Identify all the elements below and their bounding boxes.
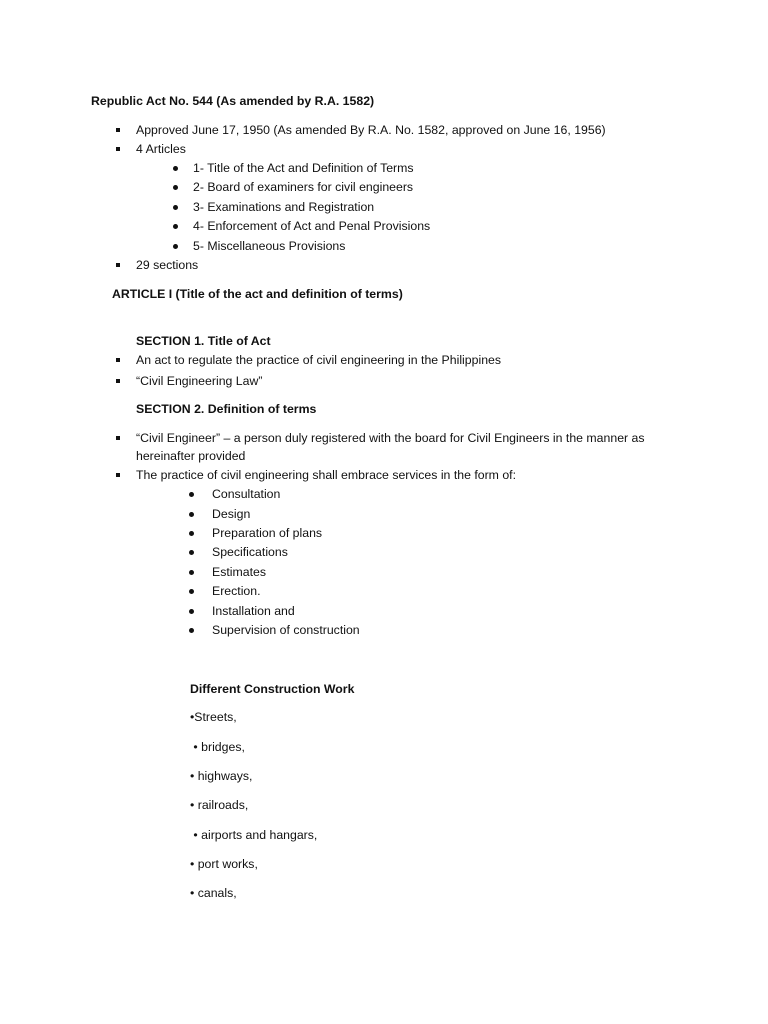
service-item: Consultation [212,487,281,501]
square-bullet-icon [116,379,120,383]
construction-item: • port works, [190,857,258,871]
civil-engineer-definition-continued: hereinafter provided [136,449,246,463]
article-heading: ARTICLE I (Title of the act and definition of terms) [112,287,403,301]
document-title: Republic Act No. 544 (As amended by R.A. 1582) [91,94,375,108]
service-item: Erection. [212,584,261,598]
round-bullet-icon [173,244,178,249]
practice-text: The practice of civil engineering shall embrace services in the form of: [136,468,517,482]
approved-text: Approved June 17, 1950 (As amended By R.A. No. 1582, approved on June 16, 1956) [136,123,606,137]
round-bullet-icon [189,628,194,633]
section-2-heading: SECTION 2. Definition of terms [136,402,317,416]
service-item: Estimates [212,565,266,579]
round-bullet-icon [173,185,178,190]
articles-label: 4 Articles [136,142,186,156]
sections-count: 29 sections [136,258,199,272]
round-bullet-icon [189,512,194,517]
round-bullet-icon [189,492,194,497]
square-bullet-icon [116,358,120,362]
service-item: Installation and [212,604,295,618]
square-bullet-icon [116,436,120,440]
round-bullet-icon [189,550,194,555]
construction-item: • highways, [190,769,253,783]
article-list-item: 4- Enforcement of Act and Penal Provisions [193,219,431,233]
round-bullet-icon [189,589,194,594]
service-item: Preparation of plans [212,526,323,540]
article-list-item: 1- Title of the Act and Definition of Terms [193,161,414,175]
article-list-item: 2- Board of examiners for civil engineers [193,180,414,194]
service-item: Supervision of construction [212,623,360,637]
construction-item: • railroads, [190,798,249,812]
square-bullet-icon [116,128,120,132]
square-bullet-icon [116,473,120,477]
round-bullet-icon [173,205,178,210]
construction-item: •Streets, [190,710,237,724]
section-1-heading: SECTION 1. Title of Act [136,334,271,348]
civil-engineer-definition: “Civil Engineer” – a person duly registered with the board for Civil Engineers in the manner as [136,431,645,445]
round-bullet-icon [189,609,194,614]
service-item: Design [212,507,251,521]
round-bullet-icon [189,570,194,575]
square-bullet-icon [116,147,120,151]
section-1-item: “Civil Engineering Law” [136,374,263,388]
construction-item: • airports and hangars, [190,828,318,842]
square-bullet-icon [116,263,120,267]
construction-item: • bridges, [190,740,245,754]
article-list-item: 5- Miscellaneous Provisions [193,239,346,253]
article-list-item: 3- Examinations and Registration [193,200,375,214]
section-1-item: An act to regulate the practice of civil engineering in the Philippines [136,353,502,367]
round-bullet-icon [189,531,194,536]
construction-heading: Different Construction Work [190,682,355,696]
round-bullet-icon [173,224,178,229]
service-item: Specifications [212,545,288,559]
round-bullet-icon [173,166,178,171]
construction-item: • canals, [190,886,237,900]
